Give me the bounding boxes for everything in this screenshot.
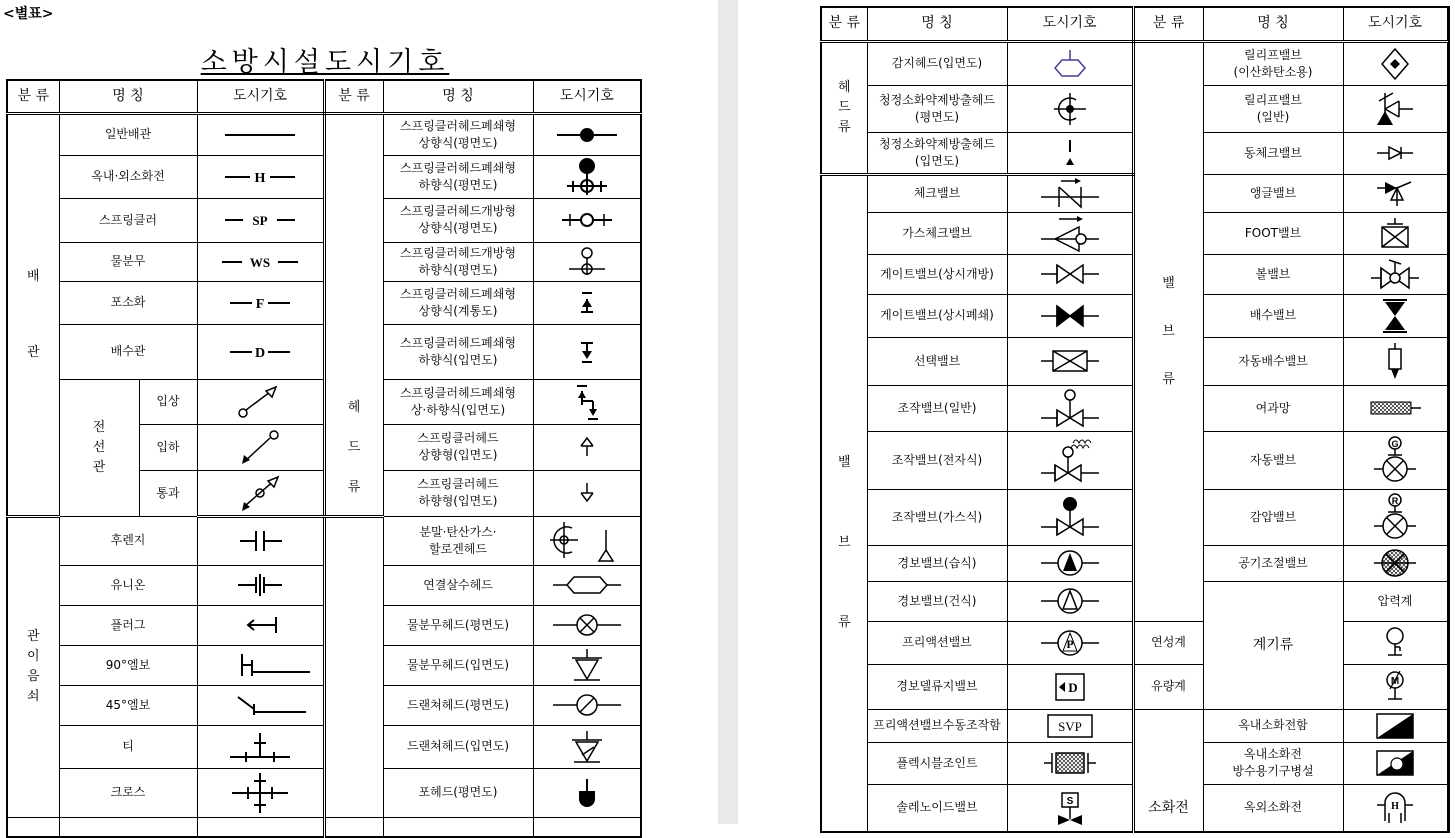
list-item: 조작밸브(전자식) (867, 431, 1007, 489)
list-item: 포소화 (59, 281, 197, 324)
water-spray-head-plan-icon (547, 612, 627, 638)
list-item: 입하 (139, 424, 197, 470)
list-item: 물분무헤드(입면도) (383, 645, 533, 685)
list-item: 스프링클러헤드 상향형(입면도) (383, 424, 533, 470)
plain-pipe-icon (210, 125, 310, 145)
list-item: 옥내·외소화전 (59, 155, 197, 198)
list-item: 스프링클러헤드개방형 상향식(평면도) (383, 198, 533, 242)
strainer-icon (1365, 398, 1425, 418)
svg-text:H: H (254, 170, 266, 186)
list-item: 경보밸브(건식) (867, 581, 1007, 621)
list-item: 동체크밸브 (1203, 132, 1343, 174)
closed-down-plan-icon (557, 157, 617, 197)
head-down-elev-icon (572, 480, 602, 506)
list-item: 게이트밸브(상시개방) (867, 254, 1007, 294)
symbol-table-right (820, 6, 1450, 833)
category-head: 헤 드 류 (837, 79, 851, 135)
list-item: 경보델류지밸브 (867, 664, 1007, 709)
head-up-elev-icon (572, 434, 602, 460)
list-item: 감지헤드(입면도) (867, 41, 1007, 85)
list-item: 청정소화약제방출헤드 (입면도) (867, 132, 1007, 174)
list-item: 조작밸브(가스식) (867, 489, 1007, 545)
list-item: 자동배수밸브 (1203, 337, 1343, 385)
list-item: 입상 (139, 379, 197, 424)
list-item: 후렌지 (59, 516, 197, 565)
header-name: 명 칭 (867, 7, 1007, 41)
auto-drain-valve-icon (1383, 341, 1407, 381)
water-spray-pipe-icon (210, 251, 310, 273)
list-item: 크로스 (59, 768, 197, 817)
list-item: 드랜쳐헤드(평면도) (383, 685, 533, 725)
riser-down-icon (230, 428, 290, 466)
clean-agent-head-plan-icon (1050, 91, 1090, 127)
list-item: 스프링클러헤드폐쇄형 상향식(평면도) (383, 113, 533, 155)
list-item: 배수관 (59, 324, 197, 379)
list-item: 감압밸브 (1203, 489, 1343, 545)
svg-text:D: D (254, 345, 266, 361)
relief-valve-icon (1373, 89, 1417, 129)
list-item: 스프링클러헤드폐쇄형 상·하향식(입면도) (383, 379, 533, 424)
header-category: 분 류 (1133, 7, 1203, 41)
list-item: 조작밸브(일반) (867, 385, 1007, 431)
list-item: 스프링클러헤드폐쇄형 하향식(입면도) (383, 324, 533, 379)
solenoid-operating-valve-icon (1035, 435, 1105, 485)
list-item: 분말·탄산가스· 할로겐헤드 (383, 516, 533, 565)
list-item: 드랜쳐헤드(입면도) (383, 725, 533, 768)
riser-up-icon (230, 383, 290, 421)
symbol-table-left (6, 79, 642, 838)
list-item: 체크밸브 (867, 174, 1007, 212)
deluge-valve-icon (1050, 671, 1090, 703)
category-gauge: 계기류 (1252, 636, 1294, 653)
category-fitting: 관 이 음 쇠 (26, 629, 40, 704)
list-item: 옥외소화전 (1203, 784, 1343, 832)
svg-text:WS: WS (249, 254, 271, 270)
category-wire: 전 선 관 (92, 419, 106, 475)
list-item: 가스체크밸브 (867, 212, 1007, 254)
list-item: 물분무 (59, 242, 197, 281)
right-page (738, 0, 1455, 824)
svg-text:R: R (1391, 496, 1399, 506)
gas-check-valve-icon (1035, 215, 1105, 251)
list-item: FOOT밸브 (1203, 212, 1343, 254)
drain-pipe-icon (210, 341, 310, 363)
svg-text:SVP: SVP (1057, 718, 1082, 734)
list-item: 게이트밸브(상시폐쇄) (867, 294, 1007, 337)
list-item: 볼밸브 (1203, 254, 1343, 294)
list-item: 앵글밸브 (1203, 174, 1343, 212)
list-item: 압력계 (1343, 581, 1447, 621)
header-name: 명 칭 (383, 80, 533, 113)
open-up-plan-icon (552, 209, 622, 231)
list-item: 배수밸브 (1203, 294, 1343, 337)
drencher-head-plan-icon (547, 692, 627, 718)
list-item: 티 (59, 725, 197, 768)
solenoid-valve-icon (1050, 791, 1090, 825)
indoor-hydrant-box-icon (1373, 712, 1417, 740)
category-hydrant: 소화전 (1148, 800, 1189, 816)
list-item: 프리액션밸브수동조작함 (867, 709, 1007, 742)
category-head: 헤 드 류 (347, 399, 361, 495)
flexible-joint-icon (1040, 749, 1100, 777)
list-item: 자동밸브 (1203, 431, 1343, 489)
page-gutter (718, 0, 738, 824)
svp-box-icon (1045, 713, 1095, 739)
list-item: 옥내소화전 방수용기구병설 (1203, 742, 1343, 784)
list-item: 45°엘보 (59, 685, 197, 725)
closed-updown-elev-icon (567, 383, 607, 421)
header-name: 명 칭 (1203, 7, 1343, 41)
compound-gauge-icon (1380, 625, 1410, 661)
svg-text:F: F (255, 296, 265, 312)
air-control-valve-icon (1370, 547, 1420, 579)
svg-text:S: S (1066, 795, 1073, 807)
open-down-plan-icon (557, 247, 617, 277)
cross-icon (210, 771, 310, 815)
gate-valve-closed-icon (1035, 303, 1105, 329)
header-name: 명 칭 (59, 80, 197, 113)
page-title: 소방시설도시기호 (200, 47, 450, 78)
pressure-reducing-valve-icon (1370, 492, 1420, 542)
hydrant-pipe-icon (210, 166, 310, 188)
foot-valve-icon (1375, 216, 1415, 250)
list-item: 포헤드(평면도) (383, 768, 533, 817)
elbow-45-icon (210, 693, 310, 717)
svg-text:H: H (1391, 800, 1399, 812)
category-valve: 밸 브 류 (837, 455, 851, 631)
foam-pipe-icon (210, 292, 310, 314)
list-item: 스프링클러헤드 하향형(입면도) (383, 470, 533, 516)
preaction-valve-icon (1035, 628, 1105, 658)
list-item: 플러그 (59, 605, 197, 645)
foam-head-plan-icon (567, 777, 607, 809)
list-item: 연성계 (1133, 621, 1203, 664)
gas-operating-valve-icon (1035, 495, 1105, 539)
header-symbol: 도시기호 (1007, 7, 1133, 41)
list-item: 물분무헤드(평면도) (383, 605, 533, 645)
flange-icon (210, 528, 310, 554)
indoor-hydrant-nozzle-icon (1373, 749, 1417, 777)
list-item: 선택밸브 (867, 337, 1007, 385)
clean-agent-head-elev-icon (1060, 138, 1080, 168)
powder-co2-halon-head-icon (542, 518, 632, 564)
sensing-head-icon (1045, 48, 1095, 80)
body-check-valve-icon (1373, 143, 1417, 163)
drencher-head-elev-icon (562, 729, 612, 765)
gate-valve-open-icon (1035, 261, 1105, 287)
list-item: 연결살수헤드 (383, 565, 533, 605)
svg-text:D: D (1067, 679, 1078, 695)
list-item: 스프링클러헤드폐쇄형 상향식(계통도) (383, 281, 533, 324)
list-item: 솔레노이드밸브 (867, 784, 1007, 832)
operating-valve-icon (1035, 388, 1105, 428)
elbow-90-icon (210, 650, 310, 680)
list-item: 경보밸브(습식) (867, 545, 1007, 581)
plug-icon (210, 614, 310, 636)
union-icon (210, 573, 310, 597)
header-category: 분 류 (821, 7, 867, 41)
header-symbol: 도시기호 (533, 80, 641, 113)
header-symbol: 도시기호 (1343, 7, 1447, 41)
list-item: 통과 (139, 470, 197, 516)
check-valve-icon (1035, 177, 1105, 211)
category-valve: 밸 브 류 (1162, 275, 1175, 387)
category-pipe: 배 관 (26, 268, 40, 360)
flow-meter-icon (1380, 669, 1410, 705)
alarm-valve-dry-icon (1035, 586, 1105, 616)
header-category: 분 류 (324, 80, 383, 113)
closed-up-plan-icon (547, 122, 627, 148)
closed-down-elev-icon (572, 339, 602, 365)
drain-valve-icon (1377, 297, 1413, 335)
appendix-tag: <별표> (3, 6, 54, 22)
selector-valve-icon (1035, 347, 1105, 375)
alarm-valve-wet-icon (1035, 548, 1105, 578)
pass-through-icon (230, 473, 290, 513)
list-item: 일반배관 (59, 113, 197, 155)
sprinkler-pipe-icon (210, 209, 310, 231)
list-item: 스프링클러 (59, 198, 197, 242)
svg-text:SP: SP (252, 213, 268, 228)
list-item: 여과망 (1203, 385, 1343, 431)
left-page (0, 0, 718, 824)
list-item: 스프링클러헤드폐쇄형 하향식(평면도) (383, 155, 533, 198)
list-item: 스프링클러헤드개방형 하향식(평면도) (383, 242, 533, 281)
list-item: 옥내소화전함 (1203, 709, 1343, 742)
ball-valve-icon (1367, 256, 1423, 292)
closed-up-system-icon (572, 290, 602, 316)
pressure-gauge-icon (1448, 583, 1450, 619)
list-item: 플렉시블조인트 (867, 742, 1007, 784)
list-item: 릴리프밸브 (이산화탄소용) (1203, 41, 1343, 85)
outdoor-hydrant-icon (1373, 791, 1417, 825)
list-item: 청정소화약제방출헤드 (평면도) (867, 85, 1007, 132)
water-spray-head-elev-icon (562, 647, 612, 683)
header-category: 분 류 (7, 80, 59, 113)
list-item: 공기조절밸브 (1203, 545, 1343, 581)
tee-icon (210, 729, 310, 765)
svg-text:G: G (1391, 439, 1399, 449)
connected-spray-head-icon (547, 574, 627, 596)
header-symbol: 도시기호 (197, 80, 324, 113)
svg-text:P: P (1065, 636, 1074, 651)
auto-valve-icon (1370, 435, 1420, 485)
relief-valve-co2-icon (1375, 46, 1415, 82)
list-item: 90°엘보 (59, 645, 197, 685)
list-item: 유니온 (59, 565, 197, 605)
list-item: 프리액션밸브 (867, 621, 1007, 664)
svg-text:M: M (1390, 675, 1400, 687)
list-item: 유량계 (1133, 664, 1203, 709)
list-item: 릴리프밸브 (일반) (1203, 85, 1343, 132)
angle-valve-icon (1373, 176, 1417, 210)
